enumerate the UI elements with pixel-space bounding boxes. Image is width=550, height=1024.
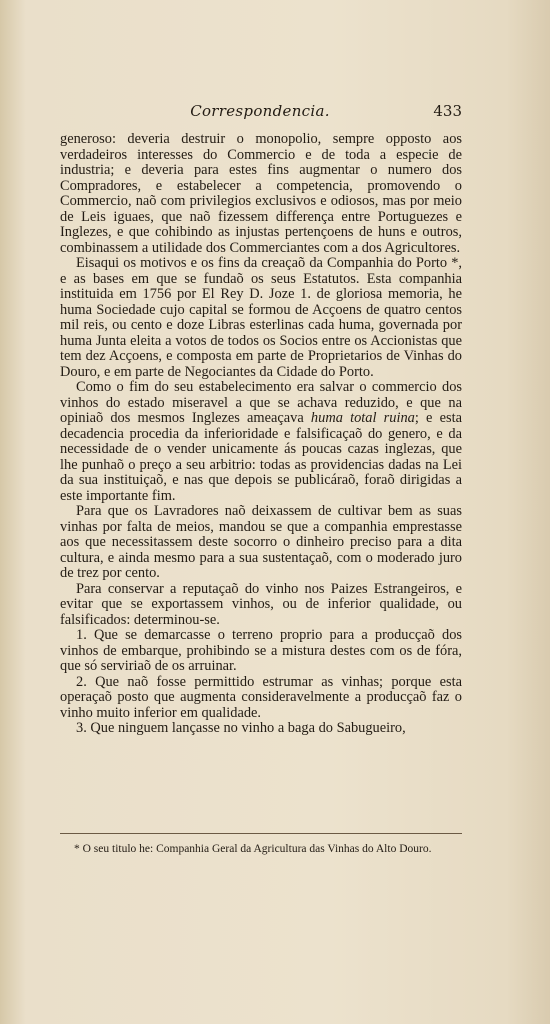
paragraph-3: Como o fim do seu estabelecimento era salvar o commercio dos vinhos do estado miseravel a que se achava reduzido, e que na opiniaõ dos mesmos Inglezes ameaçava huma total ruina; e esta decadencia procedia da inferioridade e falsificaçaõ do genero, e da necessidade de o vender unicamente ás poucas cazas inglezas, que lhe punhaõ o preço a seu arbitrio: todas as providencias dadas na Lei da sua instituiçaõ, e nas que depois se publicáraõ, foraõ dirigidas a este importante fim. — [60, 379, 462, 504]
page-header — [58, 102, 462, 124]
paragraph-4: Para que os Lavradores naõ deixassem de cultivar bem as suas vinhas por falta de meios, mandou se que a companhia emprestasse aos que necessitassem deste socorro o dinheiro preciso para a dita cultura, e ainda mesmo para a sua sustentaçaõ, com o moderado juro de trez por cento. — [60, 503, 462, 581]
body-text — [60, 132, 462, 737]
list-item-2: 2. Que naõ fosse permittido estrumar as vinhas; porque esta operaçaõ posto que augmenta consideravelmente a producçaõ faz o vinho muito inferior em qualidade. — [60, 673, 462, 721]
footnote: * O seu titulo he: Companhia Geral da Agricultura das Vinhas do Alto Douro. — [74, 843, 432, 855]
paragraph-5: Para conservar a reputaçaõ do vinho nos Paizes Estrangeiros, e evitar que se exportassem vinhos, ou de inferior qualidade, ou falsificados: determinou-se. — [60, 580, 462, 628]
list-item-3: 3. Que ninguem lançasse no vinho a baga do Sabugueiro, — [76, 720, 406, 736]
italic-phrase: huma total ruina — [310, 410, 415, 426]
footnote-rule — [60, 833, 462, 834]
paragraph-1: generoso: deveria destruir o monopolio, sempre opposto aos verdadeiros interesses do Commercio e de toda a especie de industria; e deveria para estes fins augmentar o numero dos Compradores, e estabelecer a competencia, promovendo o Commercio, naõ com privilegios exclusivos e odiosos, mas por meio de Leis iguaes, que naõ fizessem differença entre Portuguezes e Inglezes, e que cohibindo as injustas pertençoens de huns e outros, combinassem a utilidade dos Commerciantes com a dos Agricultores. — [60, 131, 462, 256]
list-item-1: 1. Que se demarcasse o terreno proprio para a producçaõ dos vinhos de embarque, prohibindo se a mistura destes com os de fóra, que só serviriaõ de os arruinar. — [60, 627, 462, 674]
page-number: 433 — [433, 102, 462, 120]
paragraph-2: Eisaqui os motivos e os fins da creaçaõ da Companhia do Porto *, e as bases em que se fundaõ os seus Estatutos. Esta companhia instituida em 1756 por El Rey D. Joze 1. de gloriosa memoria, he huma Sociedade cujo capital se formou de Acçoens de quatro centos mil reis, ou cento e doze Libras esterlinas cada huma, governada por huma Junta eleita a votos de todos os Socios entre os Accionistas que tem dez Acçoens, e composta em parte de Proprietarios de Vinhas do Douro, e em parte de Negociantes da Cidade do Porto. — [60, 255, 462, 380]
running-title: Correspondencia. — [190, 102, 330, 120]
